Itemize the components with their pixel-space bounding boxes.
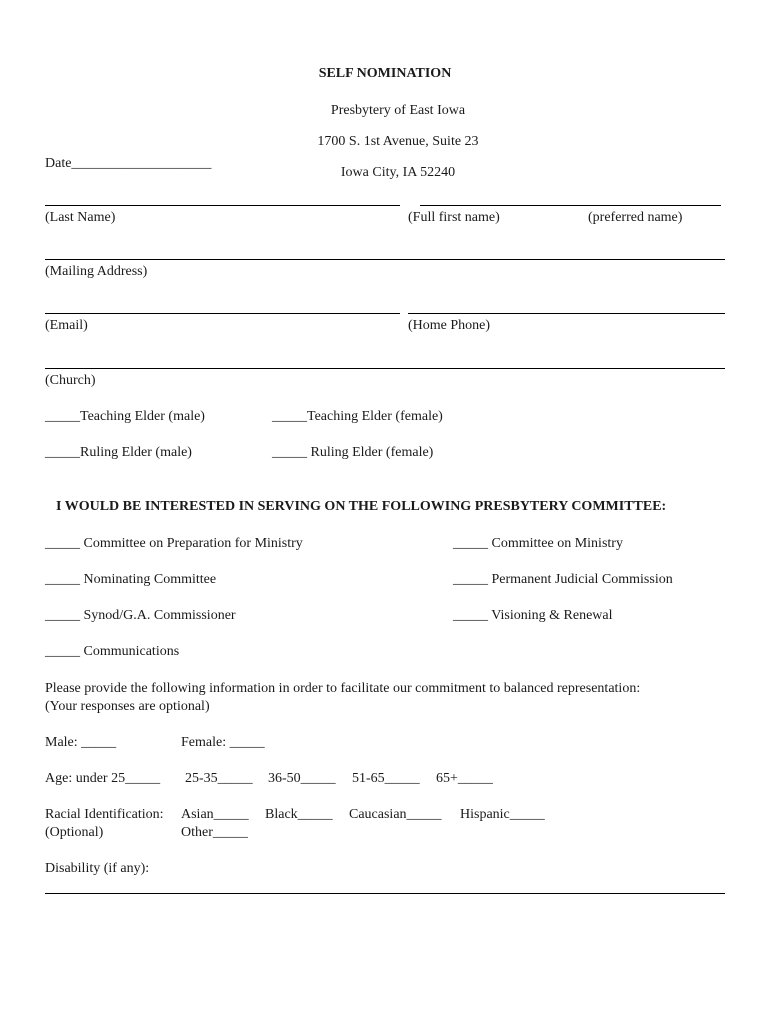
age-51-65[interactable]: 51-65_____ <box>352 771 420 786</box>
committee-preparation-for-ministry[interactable]: _____ Committee on Preparation for Ministry <box>45 536 303 551</box>
age-25-35[interactable]: 25-35_____ <box>185 771 253 786</box>
mailing-address-line[interactable] <box>45 259 725 260</box>
age-65-plus[interactable]: 65+_____ <box>436 771 493 786</box>
last-name-label: (Last Name) <box>45 210 116 225</box>
role-ruling-elder-male[interactable]: _____Ruling Elder (male) <box>45 445 192 460</box>
full-first-name-label: (Full first name) <box>408 210 500 225</box>
age-36-50[interactable]: 36-50_____ <box>268 771 336 786</box>
committee-nominating[interactable]: _____ Nominating Committee <box>45 572 217 587</box>
email-line[interactable] <box>45 313 400 314</box>
committee-permanent-judicial[interactable]: _____ Permanent Judicial Commission <box>453 572 673 587</box>
racial-optional-note: (Optional) <box>45 825 104 840</box>
racial-black[interactable]: Black_____ <box>265 807 333 822</box>
committee-synod-ga-commissioner[interactable]: _____ Synod/G.A. Commissioner <box>45 608 236 623</box>
form-title: SELF NOMINATION <box>318 66 452 81</box>
date-field[interactable]: Date____________________ <box>45 156 212 171</box>
first-name-line[interactable] <box>420 205 721 206</box>
email-label: (Email) <box>45 318 88 333</box>
preferred-name-label: (preferred name) <box>588 210 683 225</box>
disability-line[interactable] <box>45 893 725 894</box>
role-teaching-elder-male[interactable]: _____Teaching Elder (male) <box>45 409 205 424</box>
racial-hispanic[interactable]: Hispanic_____ <box>460 807 545 822</box>
committee-communications[interactable]: _____ Communications <box>45 644 180 659</box>
mailing-address-label: (Mailing Address) <box>45 264 148 279</box>
age-under-25[interactable]: Age: under 25_____ <box>45 771 161 786</box>
disability-label: Disability (if any): <box>45 861 150 876</box>
committees-heading: I WOULD BE INTERESTED IN SERVING ON THE FOLLOWING PRESBYTERY COMMITTEE: <box>56 499 667 514</box>
racial-label: Racial Identification: <box>45 807 164 822</box>
org-city: Iowa City, IA 52240 <box>340 165 456 180</box>
last-name-line[interactable] <box>45 205 400 206</box>
info-text: Please provide the following information in order to facilitate our commitment to balanced representation: <box>45 681 641 696</box>
gender-male[interactable]: Male: _____ <box>45 735 117 750</box>
org-street: 1700 S. 1st Avenue, Suite 23 <box>317 134 479 149</box>
role-teaching-elder-female[interactable]: _____Teaching Elder (female) <box>272 409 443 424</box>
info-optional-note: (Your responses are optional) <box>45 699 210 714</box>
org-name: Presbytery of East Iowa <box>330 103 466 118</box>
church-label: (Church) <box>45 373 96 388</box>
church-line[interactable] <box>45 368 725 369</box>
home-phone-label: (Home Phone) <box>408 318 491 333</box>
gender-female[interactable]: Female: _____ <box>181 735 265 750</box>
home-phone-line[interactable] <box>408 313 725 314</box>
role-ruling-elder-female[interactable]: _____ Ruling Elder (female) <box>272 445 434 460</box>
racial-other[interactable]: Other_____ <box>181 825 248 840</box>
racial-caucasian[interactable]: Caucasian_____ <box>349 807 442 822</box>
committee-visioning-renewal[interactable]: _____ Visioning & Renewal <box>453 608 613 623</box>
racial-asian[interactable]: Asian_____ <box>181 807 249 822</box>
committee-on-ministry[interactable]: _____ Committee on Ministry <box>453 536 623 551</box>
